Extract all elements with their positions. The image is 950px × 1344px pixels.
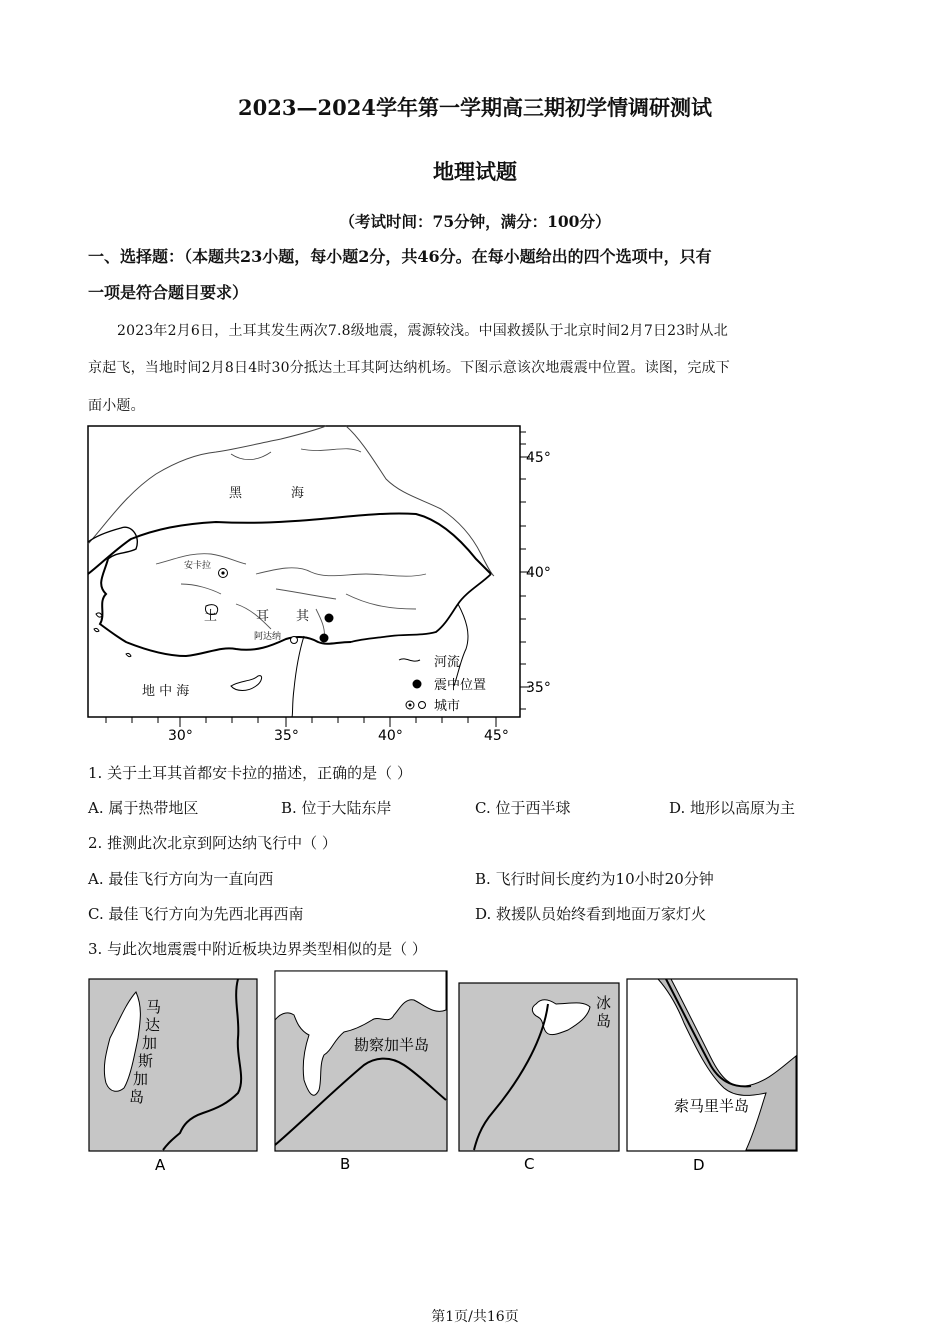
lat-label-40: 40° [526,565,551,581]
question-1-option-c[interactable]: C. 位于西半球 [475,799,571,817]
panel-a-madagascar[interactable] [88,978,260,1178]
lon-label-45: 45° [484,728,509,744]
question-2-option-d[interactable]: D. 救援队员始终看到地面万家灯火 [475,905,707,923]
page-title: 2023—2024学年第一学期高三期初学情调研测试 [238,95,712,120]
passage-line2: 京起飞，当地时间2月8日4时30分抵达土耳其阿达纳机场。下图示意该次地震震中位置。读图，完成下 [88,360,730,376]
lon-label-30: 30° [168,728,193,744]
panel-d-label: 索马里半岛 [674,1097,750,1115]
panel-a-label-5: 加 [133,1070,149,1088]
panel-c-label-1: 冰 [596,994,612,1012]
adana-city-icon [291,637,298,644]
question-2-option-b[interactable]: B. 飞行时间长度约为10小时20分钟 [475,870,714,888]
panel-a-label-6: 岛 [129,1088,145,1106]
turkey-label-1: 土 [204,609,218,624]
panel-a-label-1: 马 [146,998,162,1016]
legend-epicenter-icon [413,680,422,689]
question-2-option-a[interactable]: A. 最佳飞行方向为一直向西 [88,870,274,888]
passage-line1: 2023年2月6日，土耳其发生两次7.8级地震，震源较浅。中国救援队于北京时间2月7日23时从北 [117,323,728,339]
panel-c-iceland[interactable] [458,982,622,1178]
panel-d-somalia[interactable] [626,978,802,1178]
panel-b-label: 勘察加半岛 [354,1036,430,1054]
question-2-stem: 2. 推测此次北京到阿达纳飞行中（ ） [88,834,337,852]
question-3-stem: 3. 与此次地震震中附近板块边界类型相似的是（ ） [88,940,427,958]
lat-label-35: 35° [526,680,551,696]
lon-label-40: 40° [378,728,403,744]
panel-b-letter: B [340,1155,351,1173]
mediterranean-label: 地 中 海 [142,684,190,699]
question-1-option-b[interactable]: B. 位于大陆东岸 [281,799,392,817]
panel-a-label-3: 加 [142,1034,158,1052]
lat-label-45: 45° [526,450,551,466]
exam-info: （考试时间：75分钟，满分：100分） [339,212,611,231]
subject-title: 地理试题 [433,159,517,184]
black-sea-label-1: 黑 [229,486,243,501]
black-sea-label-2: 海 [291,486,305,501]
epicenter-2 [320,634,329,643]
epicenter-1 [325,614,334,623]
passage-line3: 面小题。 [88,398,145,414]
legend-river-label: 河流 [434,655,461,670]
legend-city-label: 城市 [434,699,461,714]
page-footer: 第1页/共16页 [431,1309,519,1325]
panel-a-label-4: 斯 [138,1052,154,1070]
section-heading-line2: 一项是符合题目要求） [88,283,249,302]
panel-c-label-2: 岛 [596,1012,612,1030]
turkey-label-2: 耳 [256,609,270,624]
legend-epicenter-label: 震中位置 [434,678,487,693]
ankara-city-icon [219,569,228,578]
ankara-label: 安卡拉 [184,561,212,571]
panel-a-label-2: 达 [145,1016,161,1034]
question-2-option-c[interactable]: C. 最佳飞行方向为先西北再西南 [88,905,304,923]
panel-c-letter: C [524,1155,535,1173]
turkey-label-3: 其 [296,609,310,624]
panel-b-kamchatka[interactable] [274,970,450,1178]
adana-label: 阿达纳 [254,632,282,642]
map-frame [88,426,520,717]
question-1-stem: 1. 关于土耳其首都安卡拉的描述，正确的是（ ） [88,764,412,782]
panel-d-letter: D [693,1156,705,1174]
question-1-option-d[interactable]: D. 地形以高原为主 [669,799,796,817]
question-1-option-a[interactable]: A. 属于热带地区 [88,799,199,817]
turkey-earthquake-map [86,424,556,750]
panel-a-letter: A [155,1156,166,1174]
lon-label-35: 35° [274,728,299,744]
section-heading-line1: 一、选择题：（本题共23小题，每小题2分，共46分。在每小题给出的四个选项中，只有 [88,247,712,266]
